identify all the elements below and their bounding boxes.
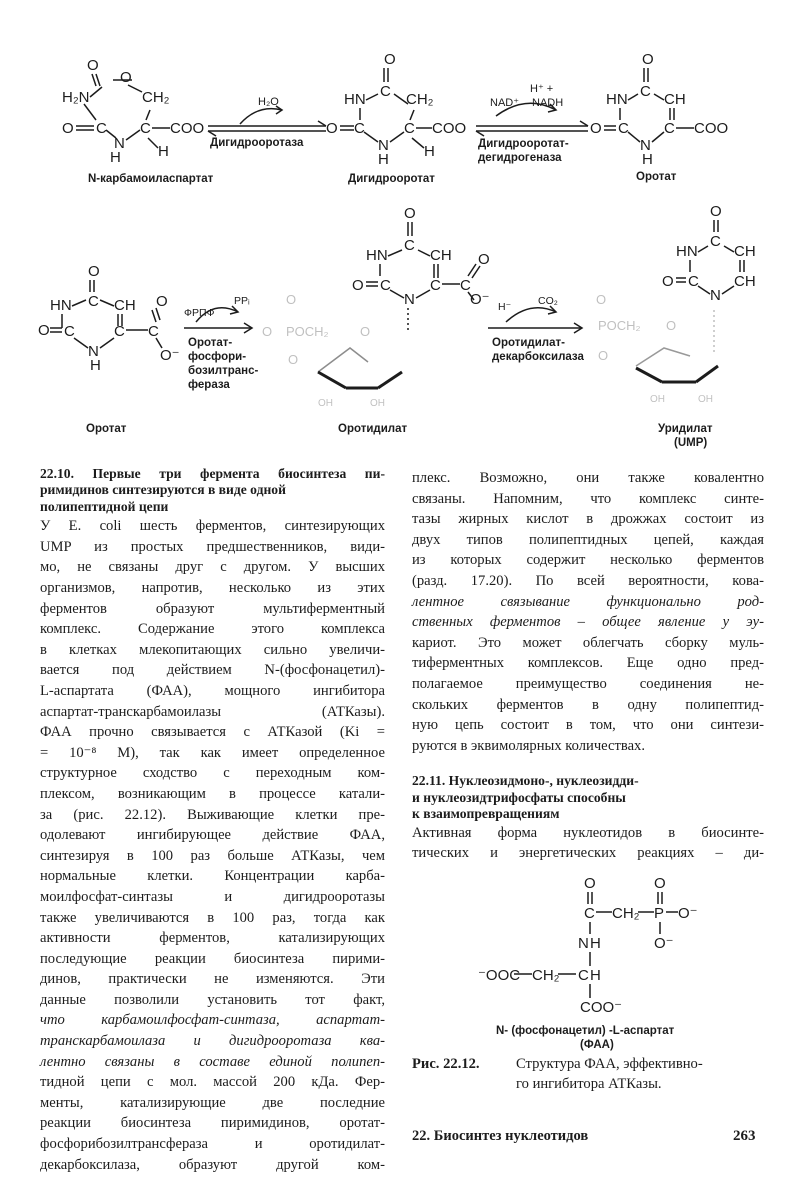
text-line: также увеличиваются в 100 раз, тогда как (40, 909, 385, 926)
svg-text:OH: OH (650, 394, 665, 405)
svg-text:O: O (596, 292, 607, 307)
nad-reagent: NAD⁺ (490, 97, 520, 109)
uridylate-ribose-faint (596, 292, 714, 405)
caption-line: го ингибитора АТКазы. (516, 1076, 662, 1092)
svg-text:N: N (710, 287, 721, 304)
svg-text:HN: HN (676, 243, 698, 260)
svg-text:C: C (148, 323, 159, 340)
svg-text:H: H (378, 151, 389, 168)
text-line: полагаемое преимущество соединения не- (412, 675, 764, 692)
text-line: мо, не связаны друг с другом. У высших (40, 559, 385, 576)
text-line: Активная форма нуклеотидов в биосинте- (412, 824, 764, 841)
orotidylate-structure (352, 205, 490, 330)
svg-text:O: O (120, 69, 132, 86)
svg-text:HN: HN (50, 297, 72, 314)
text-line: скольких ферментов в одну полипептид- (412, 696, 764, 713)
oprt-enzyme-line4: фераза (188, 379, 230, 391)
text-line: тиферментных комплексов. Еще одно пред- (412, 655, 764, 672)
svg-text:O: O (326, 120, 338, 137)
svg-text:O: O (590, 120, 602, 137)
svg-text:O: O (62, 120, 74, 137)
svg-text:CH₂: CH₂ (612, 905, 640, 922)
ppi-reagent: PPᵢ (234, 295, 250, 307)
uridylate-label: Уридилат (658, 423, 713, 435)
right-body-text-2 (412, 823, 764, 864)
svg-text:N: N (404, 291, 415, 308)
text-line: руются в эквимолярных количествах. (412, 737, 645, 754)
dihydroorotate-structure (326, 51, 466, 168)
svg-text:O: O (662, 273, 674, 290)
omp-decarboxylase-enzyme-line2: декарбоксилаза (492, 351, 584, 363)
svg-text:OH: OH (698, 394, 713, 405)
heading-line: и нуклеозидтрифосфаты способны (412, 789, 626, 805)
text-line: одолевают ингибирующее действие ФАА, (40, 827, 385, 844)
svg-text:C: C (640, 83, 651, 100)
text-line: транскарбамоилаза и дигидрооротаза ква- (40, 1033, 385, 1050)
svg-text:COO⁻: COO⁻ (580, 999, 623, 1016)
svg-text:N: N (578, 935, 589, 952)
svg-text:O⁻: O⁻ (678, 905, 698, 922)
text-line: структурное сходство с переходным ком- (40, 765, 385, 782)
right-column (412, 468, 764, 864)
text-line: менты, катализирующие две последние (40, 1094, 385, 1111)
svg-text:CH₂: CH₂ (406, 91, 434, 108)
svg-text:O: O (710, 203, 722, 220)
text-line: динов, практически не изменяются. Эти (40, 971, 385, 988)
svg-text:O: O (404, 205, 416, 222)
svg-text:O: O (352, 277, 364, 294)
svg-text:C: C (430, 277, 441, 294)
svg-text:O: O (288, 352, 299, 367)
text-line: синтезируя в 100 раз больше АТКазы, чем (40, 847, 385, 864)
text-line: фосфорибозилтрансфераза и оротидилат- (40, 1136, 385, 1153)
svg-text:O⁻: O⁻ (470, 291, 490, 308)
orotate-top-label: Оротат (636, 171, 677, 183)
svg-text:O⁻: O⁻ (160, 347, 180, 364)
n-carbamoylaspartate-structure (62, 57, 204, 166)
text-line: комплекс. Содержание этого комплекса (40, 621, 385, 638)
heading-line: 22.10. Первые три фермента биосинтеза пи- (40, 466, 385, 481)
text-line: У E. coli шесть ферментов, синтезирующих (40, 518, 385, 535)
caption-label: Рис. 22.12. (412, 1056, 480, 1072)
running-footer-chapter: 22. Биосинтез нуклеотидов (412, 1128, 589, 1144)
svg-text:HN: HN (344, 91, 366, 108)
svg-text:C: C (96, 120, 107, 137)
text-line: UMP из простых предшественников, види- (40, 538, 385, 555)
orotidylate-ribose-ring (318, 348, 402, 388)
h-plus-reagent: H⁺ + (530, 83, 554, 95)
text-line: нормальные клетки. Концентрации карба- (40, 868, 385, 885)
svg-text:O: O (38, 322, 50, 339)
svg-text:H: H (590, 967, 601, 984)
svg-text:C: C (710, 233, 721, 250)
text-line: лентное связывание функционально род- (412, 593, 764, 610)
text-line: L-аспартата (ФАА), мощного ингибитора (40, 682, 385, 699)
heading-line: полипептидной цепи (40, 498, 169, 514)
carbamoylaspartate-label: N-карбамоиласпартат (88, 173, 214, 185)
svg-text:OH: OH (318, 398, 333, 409)
svg-text:H: H (90, 357, 101, 374)
section-heading-22-11 (412, 773, 764, 822)
svg-text:O: O (478, 251, 490, 268)
svg-text:H: H (642, 151, 653, 168)
text-line: ФАА прочно связывается с АТКазой (Ki = (40, 724, 385, 741)
pala-abbr: (ФАА) (580, 1039, 614, 1051)
svg-text:C: C (404, 237, 415, 254)
svg-text:HN: HN (606, 91, 628, 108)
omp-decarboxylase-enzyme-line1: Оротидилат- (492, 337, 565, 349)
text-line: (разд. 17.20). По всей вероятности, кова- (412, 572, 764, 589)
svg-text:C: C (404, 120, 415, 137)
svg-text:N: N (114, 135, 125, 152)
text-line: ферментов образуют мультиферментный (40, 600, 385, 617)
svg-text:CH: CH (114, 297, 136, 314)
pala-name: N- (фосфонацетил) -L-аспартат (496, 1025, 675, 1037)
svg-text:C: C (688, 273, 699, 290)
svg-text:O: O (156, 293, 168, 310)
text-line: ственных ферментов – общее явление у эу- (412, 614, 764, 631)
svg-text:C: C (578, 967, 589, 984)
svg-text:C: C (354, 120, 365, 137)
svg-text:H: H (158, 143, 169, 160)
svg-text:OH: OH (370, 398, 385, 409)
svg-text:COO: COO (694, 120, 729, 137)
left-column (40, 466, 385, 1175)
svg-text:C: C (114, 323, 125, 340)
orotate-row2-label: Оротат (86, 423, 127, 435)
svg-text:O: O (384, 51, 396, 68)
svg-text:N: N (378, 137, 389, 154)
text-line: плексом, возникающим в процессе катали- (40, 785, 385, 802)
orotate-row2-structure (38, 263, 180, 374)
svg-text:CH: CH (430, 247, 452, 264)
text-line: моилфосфат-синтазы и дигидрооротазы (40, 888, 385, 905)
text-line: аспартат-транскарбамоилазы (АТКазы). (40, 703, 385, 720)
svg-text:⁻OOC: ⁻OOC (478, 967, 521, 984)
left-body-text (40, 516, 385, 1175)
text-line: тидной цепи с мол. массой 200 кДа. Фер- (40, 1074, 385, 1091)
h2o-reagent: H₂O (258, 96, 279, 108)
svg-text:H: H (424, 143, 435, 160)
svg-text:O: O (87, 57, 99, 74)
dihydroorotase-enzyme: Дигидрооротаза (210, 137, 304, 149)
heading-line: 22.11. Нуклеозидмоно-, нуклеозидди- (412, 773, 639, 789)
dihydroorotase-arrow (208, 106, 326, 136)
page-number: 263 (733, 1128, 756, 1144)
svg-text:C: C (88, 293, 99, 310)
svg-text:COO: COO (170, 120, 205, 137)
text-line: ную цепь состоит в том, что они синтези- (412, 717, 764, 734)
svg-text:C: C (380, 277, 391, 294)
text-line: плекс. Возможно, они также ковалентно (412, 470, 764, 486)
section-heading-22-10 (40, 466, 385, 515)
svg-text:CH: CH (734, 273, 756, 290)
svg-text:CH₂: CH₂ (532, 967, 560, 984)
nadh-reagent: NADH (532, 97, 564, 109)
svg-text:N: N (640, 137, 651, 154)
text-line: декарбоксилаза, образуют другой ком- (40, 1156, 385, 1173)
heading-line: к взаимопревращениям (412, 806, 560, 822)
caption-line: Структура ФАА, эффективно- (516, 1056, 703, 1072)
uridylate-structure (662, 203, 756, 304)
svg-text:C: C (64, 323, 75, 340)
svg-text:C: C (664, 120, 675, 137)
text-line: вается под действием N-(фосфонацетил)- (40, 662, 385, 679)
text-line: что карбамоилфосфат-синтаза, аспартат- (40, 1012, 385, 1029)
svg-text:P: P (654, 905, 665, 922)
svg-text:COO: COO (432, 120, 467, 137)
text-line: тических и энергетических реакциях – ди- (412, 845, 764, 862)
svg-text:O: O (598, 348, 609, 363)
text-line: связаны. Напомним, что комплекс синте- (412, 490, 764, 507)
text-line: данные позволили установить тот факт, (40, 991, 385, 1008)
dihydroorotate-label: Дигидрооротат (348, 173, 435, 185)
svg-text:C: C (380, 83, 391, 100)
svg-text:CH: CH (664, 91, 686, 108)
text-line: = 10⁻⁸ М), так как имеет определенное (40, 744, 385, 761)
text-line: организмов, напротив, несколько из этих (40, 580, 385, 596)
svg-text:C: C (140, 120, 151, 137)
svg-text:N: N (88, 343, 99, 360)
right-body-text (412, 468, 764, 756)
svg-text:O: O (654, 875, 666, 892)
text-line: из которых содержит несколько ферментов (412, 552, 764, 569)
pyrimidine-pathway-figure (0, 0, 804, 460)
text-line: за (рис. 22.12). Выживающие клетки пре- (40, 806, 385, 823)
dhodh-enzyme-line2: дегидрогеназа (478, 152, 562, 164)
svg-text:POCH₂: POCH₂ (286, 324, 329, 339)
svg-text:HN: HN (366, 247, 388, 264)
heading-line: римидинов синтезируются в виде одной (40, 482, 286, 498)
text-line: тазы жирных кислот в дрожжах состоит из (412, 511, 764, 528)
svg-text:O: O (88, 263, 100, 280)
dhodh-enzyme-line1: Дигидрооротат- (478, 138, 569, 150)
svg-text:O: O (360, 324, 371, 339)
svg-text:H₂N: H₂N (62, 89, 90, 106)
svg-text:O: O (584, 875, 596, 892)
svg-text:C: C (460, 277, 471, 294)
orotidylate-label: Оротидилат (338, 423, 408, 435)
svg-text:CH: CH (734, 243, 756, 260)
oprt-enzyme-line2: фосфори- (188, 351, 247, 363)
orotidylate-ribose-faint (262, 292, 385, 409)
text-line: кариот. Это может облегчать сборку муль- (412, 634, 764, 651)
co2-reagent: CO₂ (538, 295, 558, 307)
svg-text:C: C (618, 120, 629, 137)
text-line: активности ферментов, катализирующих (40, 930, 385, 947)
oprt-enzyme-line3: бозилтранс- (188, 365, 259, 377)
oprt-enzyme-line1: Оротат- (188, 337, 233, 349)
ump-label: (UMP) (674, 437, 708, 449)
orotate-top-structure (590, 51, 728, 168)
svg-text:CH₂: CH₂ (142, 89, 170, 106)
uridylate-ribose-ring (636, 348, 718, 382)
text-line: двух типов полипептидных цепей, каждая (412, 531, 764, 548)
pala-structure (470, 872, 730, 1052)
text-line: в клетках млекопитающих сильно увеличи- (40, 641, 385, 658)
svg-text:O: O (642, 51, 654, 68)
svg-text:O: O (262, 324, 273, 339)
text-line: лентно связаны в составе единой полипеп- (40, 1053, 385, 1070)
svg-text:POCH₂: POCH₂ (598, 318, 641, 333)
svg-text:O: O (666, 318, 677, 333)
svg-text:H: H (590, 935, 601, 952)
svg-text:O⁻: O⁻ (654, 935, 674, 952)
prpp-reagent: ФРПФ (184, 307, 215, 319)
svg-text:O: O (286, 292, 297, 307)
text-line: последующие реакции биосинтеза пирими- (40, 950, 385, 967)
text-line: реакции биосинтеза пиримидинов, оротат- (40, 1115, 385, 1132)
svg-text:H: H (110, 149, 121, 166)
h-minus-reagent: H⁻ (498, 301, 512, 313)
svg-text:C: C (584, 905, 595, 922)
